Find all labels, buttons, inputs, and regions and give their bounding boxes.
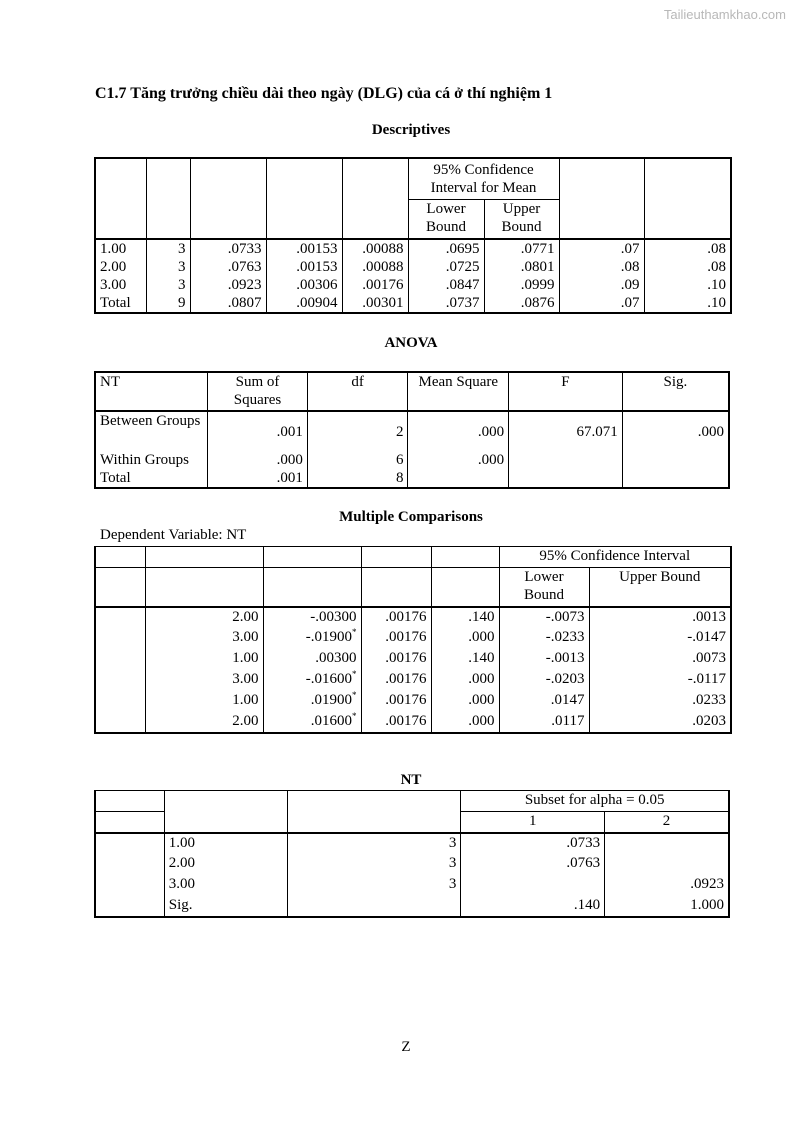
descriptives-title: Descriptives [371,122,451,138]
table-row: 1.00 .00300 .00176 .140 -.0013 .0073 [95,649,731,670]
row-label: Total [95,294,146,313]
table-row: Total .001 8 [95,469,729,488]
table-row: Between Groups .001 2 .000 67.071 .000 [95,411,729,451]
row-label: 1.00 [95,239,146,258]
table-row: 3.00 -.01900* .00176 .000 -.0233 -.0147 [95,628,731,649]
page-footer: Z [401,1039,411,1055]
table-row: Total 9 .0807 .00904 .00301 .0737 .0876 .07 .10 [95,294,731,313]
table-row: 2.00 3 .0763 .00153 .00088 .0725 .0801 .08 .08 [95,258,731,276]
row-label: Within Groups [95,451,208,469]
section-heading: C1.7 Tăng trưởng chiều dài theo ngày (DLG) của cá ở thí nghiệm 1 [95,85,553,102]
descriptives-table [94,157,732,314]
significance-star: * [352,669,357,679]
row-label: 2.00 [95,258,146,276]
anova-header-nt: NT [95,372,208,411]
row-label: Total [95,469,208,488]
desc-ci-header: 95% Confidence Interval for Mean [408,158,559,199]
anova-header-f: F [509,372,623,411]
table-row: 2.00 -.00300 .00176 .140 -.0073 .0013 [95,607,731,628]
dependent-variable-label: Dependent Variable: NT [100,527,247,543]
anova-header-mean-square: Mean Square [408,372,509,411]
table-row: Within Groups .000 6 .000 [95,451,729,469]
desc-header-empty [95,158,146,239]
anova-header-sum-of-squares: Sum of Squares [208,372,308,411]
watermark: Tailieuthamkhao.com [663,7,786,22]
multiple-comparisons-title: Multiple Comparisons [339,509,483,525]
significance-star: * [352,627,357,637]
row-label: Between Groups [95,411,208,451]
mc-upper-bound-header: Upper Bound [589,568,731,607]
homogeneous-subsets-title: NT [400,772,422,788]
anova-header-sig: Sig. [622,372,729,411]
table-row: 1.00 3 .0733 [95,833,729,854]
mc-lower-bound-header: Lower Bound [499,568,589,607]
significance-star: * [352,690,357,700]
subset-col-2: 2 [605,812,729,833]
table-row: Sig. .140 1.000 [95,896,729,917]
row-label: 3.00 [95,276,146,294]
desc-upper-bound-header: Upper Bound [484,199,559,239]
table-row: 2.00 3 .0763 [95,854,729,875]
anova-title: ANOVA [384,335,438,351]
subset-col-1: 1 [461,812,605,833]
desc-lower-bound-header: Lower Bound [408,199,484,239]
subset-header: Subset for alpha = 0.05 [461,791,729,812]
table-row: 3.00 -.01600* .00176 .000 -.0203 -.0117 [95,670,731,691]
table-row: 3.00 3 .0923 [95,875,729,896]
significance-star: * [352,711,357,721]
multiple-comparisons-table [94,546,732,734]
anova-header-df: df [307,372,408,411]
mc-ci-header: 95% Confidence Interval [499,547,731,568]
anova-table [94,371,730,489]
table-row: 2.00 .01600* .00176 .000 .0117 .0203 [95,712,731,733]
table-row: 1.00 .01900* .00176 .000 .0147 .0233 [95,691,731,712]
homogeneous-subsets-table [94,790,730,918]
table-row: 1.00 3 .0733 .00153 .00088 .0695 .0771 .07 .08 [95,239,731,258]
table-row: 3.00 3 .0923 .00306 .00176 .0847 .0999 .09 .10 [95,276,731,294]
